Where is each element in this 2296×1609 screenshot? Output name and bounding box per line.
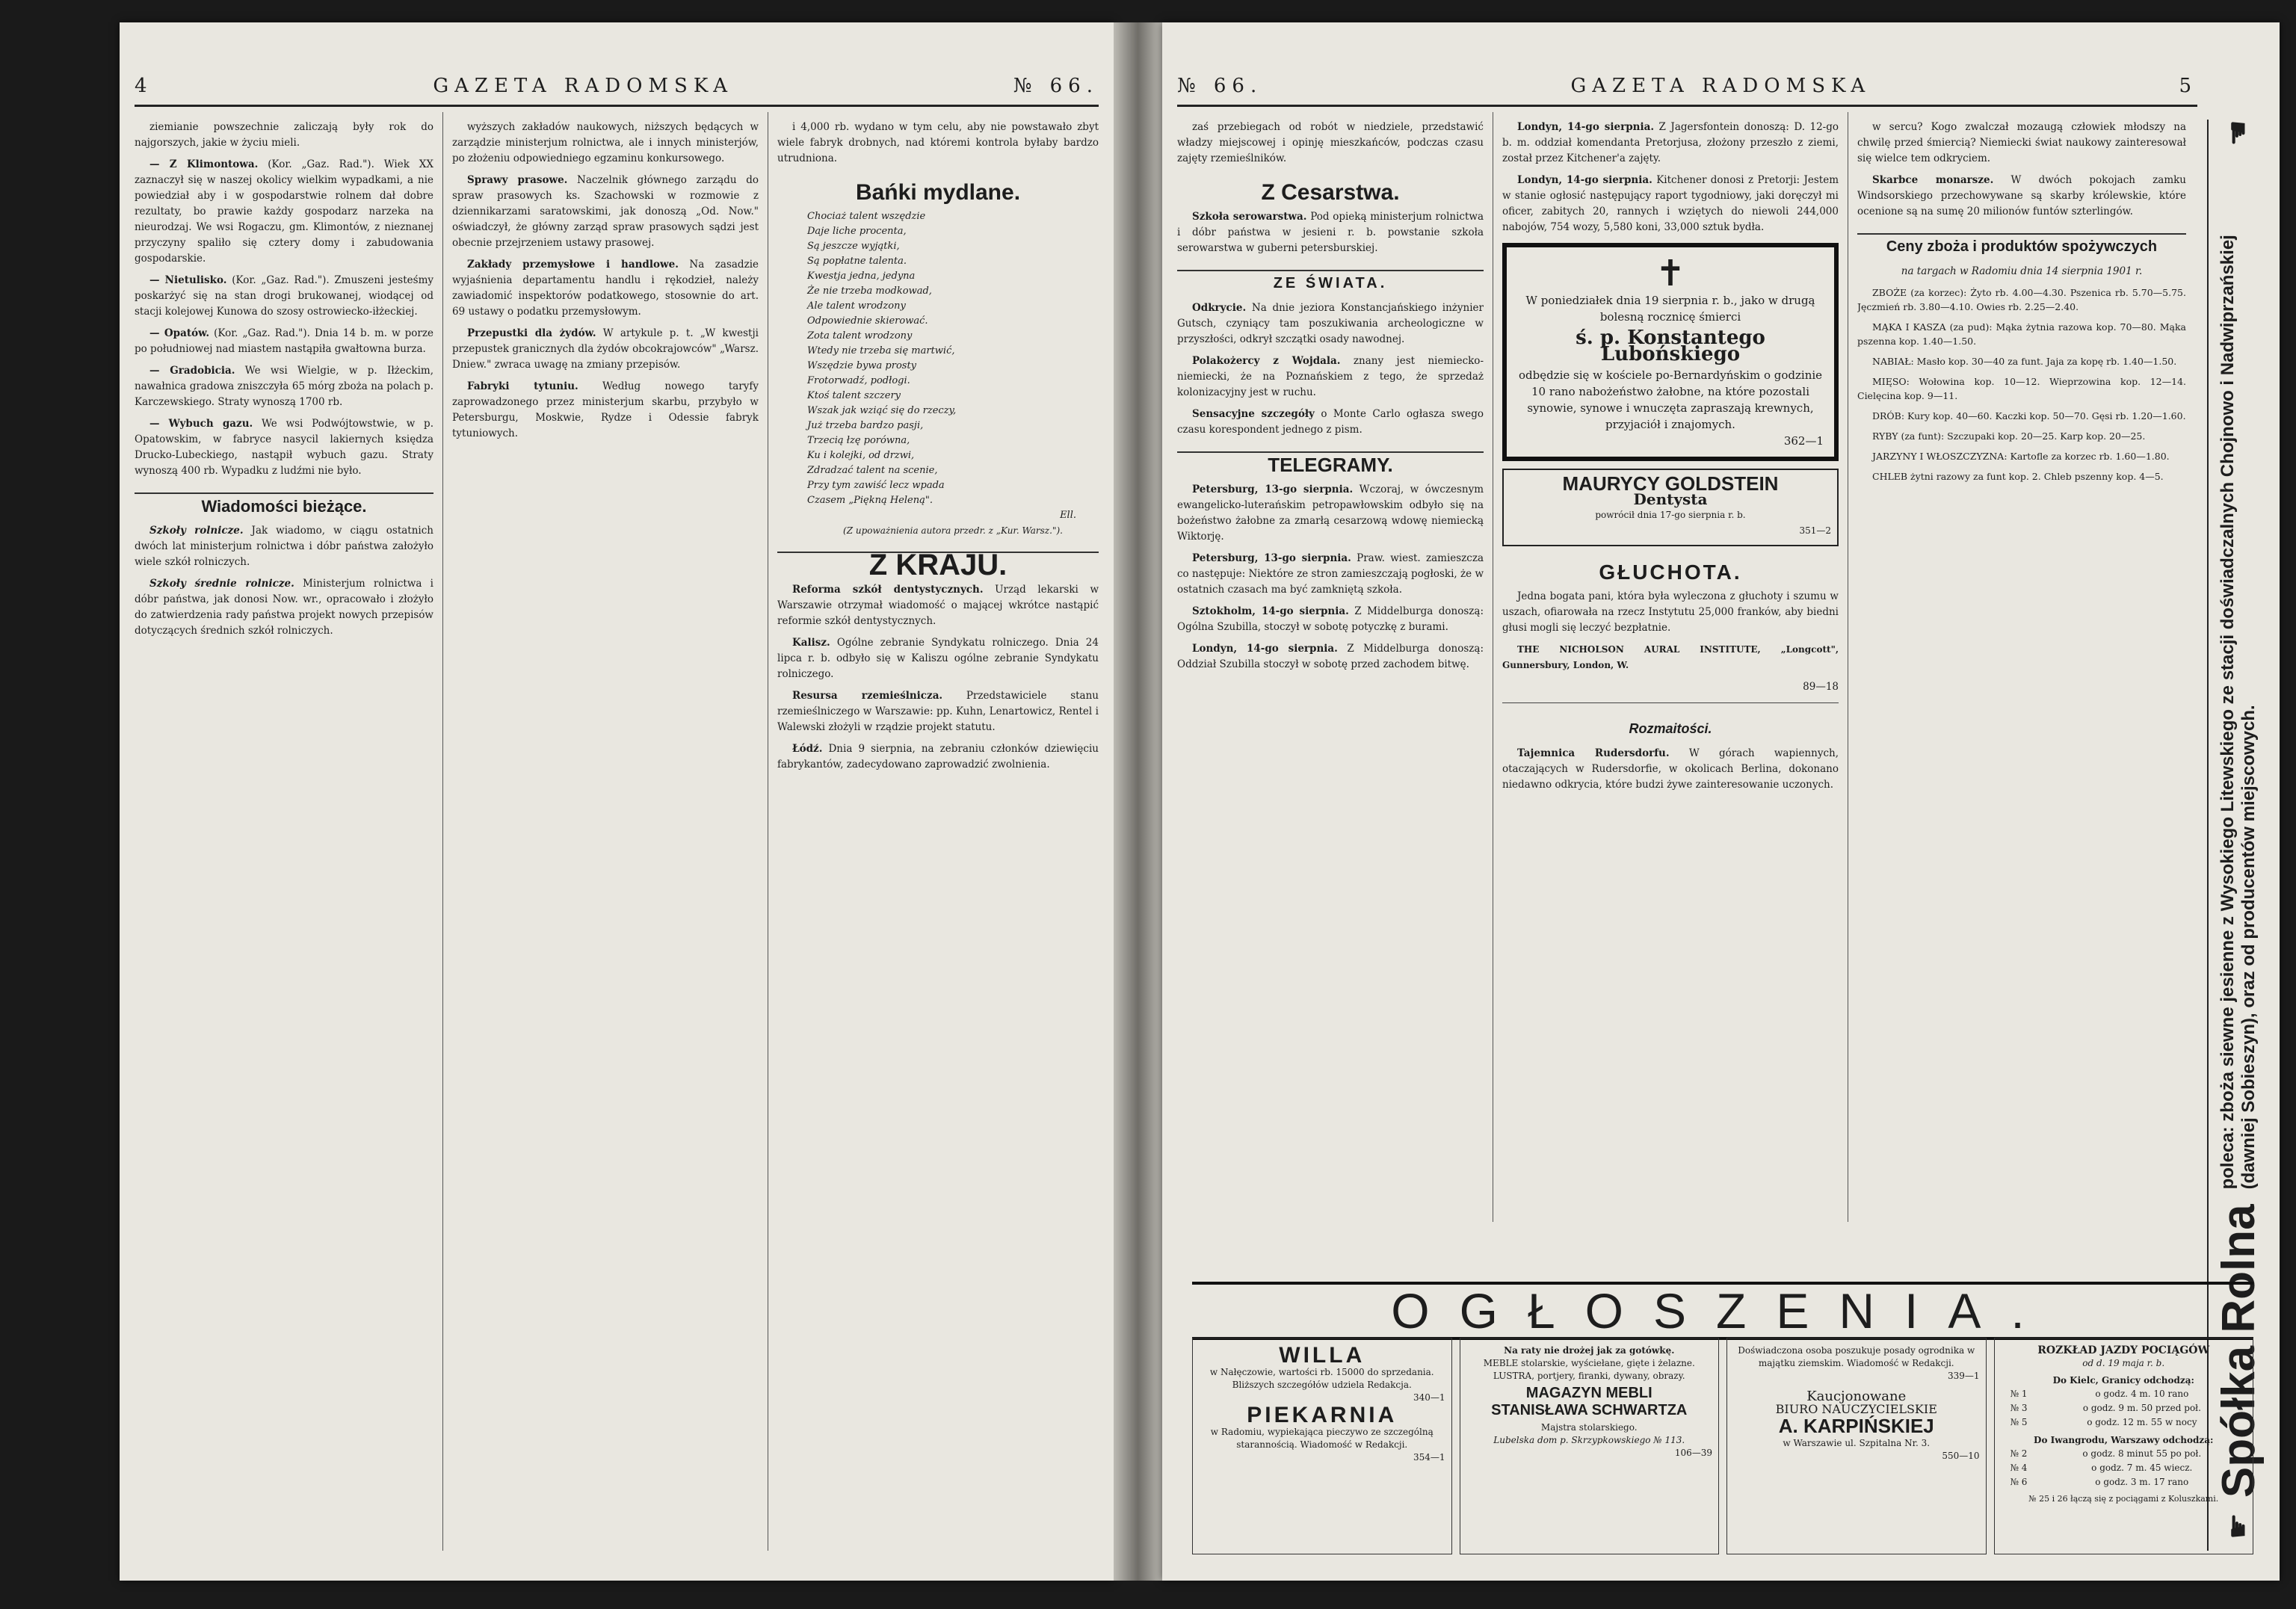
- section-heading: Wiadomości bieżące.: [135, 492, 433, 514]
- running-head-left: [135, 67, 1099, 107]
- pointing-hand-icon: ☚: [2222, 120, 2255, 146]
- poem-note: (Z upoważnienia autora przedr. z „Kur. Warsz.").: [843, 525, 1063, 536]
- poem-title: Bańki mydlane.: [855, 180, 1021, 205]
- issue-number: № 66.: [1013, 75, 1099, 97]
- ad-teachers-bureau: [1726, 1338, 1987, 1554]
- article: [135, 363, 433, 410]
- article-title: Skarbce monarsze.: [1872, 174, 1994, 186]
- timetable-title: ROZKŁAD JAZDY POCIĄGÓW: [2037, 1344, 2210, 1356]
- timetable-note: № 25 i 26 łączą się z pociągami z Koluszkami.: [2028, 1494, 2219, 1504]
- poem-line: Że nie trzeba modkowad,: [807, 285, 932, 297]
- section-heading: TELEGRAMY.: [1177, 451, 1484, 473]
- article-title: Sztokholm, 14-go sierpnia.: [1192, 605, 1349, 617]
- obituary-line: W poniedziałek dnia 19 sierpnia r. b., jako w drugą bolesną rocznicę śmierci: [1525, 294, 1815, 324]
- ad-address: Lubelska dom p. Skrzypkowskiego № 113.: [1493, 1435, 1685, 1445]
- left-column-2: [452, 120, 759, 1551]
- train-time: o godz. 8 minut 55 po poł.: [2082, 1448, 2202, 1459]
- article: [1177, 604, 1484, 635]
- article-text: Praw. wiest. zamieszcza co następuje: Niektóre ze stron zamieszczają pogłoski, że w ostatnich czasach ma być zamkniętą szkoła.: [1177, 552, 1484, 596]
- article-text: i 4,000 rb. wydano w tym celu, aby nie powstawało zbyt wiele fabryk drobnych, nad któremi kontrola byłaby bardzo utrudniona.: [777, 121, 1099, 164]
- timetable-direction: Do Kielc, Granicy odchodzą:: [2052, 1375, 2194, 1386]
- article: [135, 273, 433, 320]
- article-title: Sprawy prasowe.: [467, 174, 568, 186]
- dentist-ad: [1502, 469, 1839, 546]
- article-title: Tajemnica Rudersdorfu.: [1517, 747, 1670, 759]
- poem-line: Frotorwadź, podłogi.: [807, 375, 910, 386]
- ad-willa-piekarnia: [1192, 1338, 1452, 1554]
- poem-line: Chociaż talent wszędzie: [807, 211, 926, 222]
- article-text: wyższych zakładów naukowych, niższych będących w zarządzie ministerjum rolnictwa, ale i innych ministerjów, po złożeniu odpowiedniego egzaminu konkursowego.: [452, 121, 759, 164]
- ad-heading: PIEKARNIA: [1247, 1403, 1398, 1427]
- obituary-name: ś. p. Konstantego Lubońskiego: [1576, 327, 1765, 365]
- ad-address: w Warszawie ul. Szpitalna Nr. 3.: [1783, 1438, 1931, 1448]
- article-text: Według nowego taryfy zaprowadzonego przez ministerjum skarbu, przybyło w Petersburgu, Moskwie, Rydze i Odessie fabryk tytuniowych.: [452, 380, 759, 439]
- price-row: CHLEB żytni razowy za funt kop. 2. Chleb pszenny kop. 4—5.: [1872, 471, 2164, 482]
- ad-ref: 89—18: [1803, 681, 1839, 693]
- article: [1857, 173, 2186, 220]
- article: [1177, 551, 1484, 598]
- article-text: (Kor. „Gaz. Rad."). Wiek XX zaznaczył się w naszej okolicy wielkim wypadkami, a nie powiedział aby i w gospodarstwie rolnem dał dobre rezultaty, bo prawie każdy gospodarz narzeka na nieurodzaj. We wsi Rogaczu, gm. Klimontów, z nieznanej przyczyny spaliło się cztery domy i zabudowania gospodarskie.: [135, 158, 433, 265]
- divider: [1502, 702, 1839, 703]
- poem-line: Ale talent wrodzony: [807, 300, 906, 312]
- article: [135, 416, 433, 479]
- poem: [777, 209, 1099, 538]
- poem-line: Kwestja jedna, jedyna: [807, 271, 916, 282]
- issue-number: № 66.: [1177, 75, 1263, 97]
- article-text: Dnia 9 sierpnia, na zebraniu członków dziewięciu fabrykantów, zadecydowano zaprowadzić zwolnienia.: [777, 743, 1099, 770]
- article-title: Londyn, 14-go sierpnia.: [1517, 121, 1655, 133]
- article: [452, 379, 759, 442]
- article-text: Naczelnik głównego zarządu do spraw prasowych ks. Szachowski w rozmowie z dziennikarzami saratowskimi, jak donoszą „Od. Now." oświadczył, że główny zarząd spraw prasowych sądzi jest obecnie przejrzeniem ustawy prasowej.: [452, 174, 759, 249]
- institute-address: THE NICHOLSON AURAL INSTITUTE, „Longcott", Gunnersbury, London, W.: [1502, 644, 1839, 670]
- article-title: Reforma szkół dentystycznych.: [792, 584, 984, 596]
- article: [777, 635, 1099, 682]
- ad-ref: 550—10: [1942, 1451, 1980, 1461]
- article: [777, 582, 1099, 629]
- article-title: — Wybuch gazu.: [149, 418, 253, 430]
- train-number: № 3: [2010, 1403, 2028, 1413]
- price-row: MĄKA I KASZA (za pud): Mąka żytnia razowa kop. 70—80. Mąka pszenna kop. 1.40—1.50.: [1857, 321, 2186, 347]
- section-heading: Z Cesarstwa.: [1261, 180, 1400, 205]
- article-title: Kalisz.: [792, 637, 830, 649]
- masthead: GAZETA RADOMSKA: [433, 75, 733, 97]
- article-text: We wsi Podwójtowstwie, w p. Opatowskim, w fabryce nasycil lakiernych księdza Drucko-Lubeckiego, nastąpił wybuch gazu. Straty wynoszą 400 rb. Wypadku z ludźmi nie było.: [135, 418, 433, 477]
- poem-line: Zdradzać talent na scenie,: [807, 465, 938, 476]
- table-row: [2001, 1475, 2247, 1489]
- article: [1502, 120, 1839, 167]
- article-title: Resursa rzemieślnicza.: [792, 690, 943, 702]
- ad-heading: MAGAZYN MEBLI: [1525, 1385, 1652, 1401]
- page-number: 4: [135, 75, 153, 97]
- article-text: w sercu? Kogo zwalczał mozaugą człowiek młodszy na chwilę przed śmiercią? Niemiecki świat naukowy zainteresował się wielce tem odkryciem.: [1857, 121, 2186, 164]
- article-text: Na dnie jeziora Konstancjańskiego inżynier Gutsch, czyniący tam poszukiwania archeologiczne w przyszłości, odkrył szczątki osady nawodnej.: [1177, 302, 1484, 345]
- right-column-3: [1857, 120, 2186, 1222]
- section-heading: GŁUCHOTA.: [1599, 560, 1742, 584]
- price-row: ZBOŻE (za korzec): Żyto rb. 4.00—4.30. Pszenica rb. 5.70—5.75. Jęczmień rb. 3.80—4.10. Owies rb. 2.25—2.40.: [1857, 287, 2186, 312]
- dentist-address: powrócił dnia 17-go sierpnia r. b.: [1595, 510, 1746, 520]
- article: [135, 157, 433, 267]
- article: [135, 523, 433, 570]
- left-column-1: [135, 120, 433, 1551]
- poem-line: Zota talent wrodzony: [807, 330, 913, 342]
- article-title: Petersburg, 13-go sierpnia.: [1192, 552, 1351, 564]
- article: [1177, 209, 1484, 256]
- article-title: Fabryki tytuniu.: [467, 380, 578, 392]
- ad-heading: WILLA: [1279, 1343, 1365, 1368]
- article-text: o Monte Carlo ogłasza swego czasu korespondent jednego z pism.: [1177, 408, 1484, 436]
- article: [452, 326, 759, 373]
- article-text: Pod opieką ministerjum rolnictwa i dóbr państwa w jesieni r. b. powstanie szkoła serowarstwa w guberni petersburskiej.: [1177, 211, 1484, 254]
- right-column-2: [1502, 120, 1839, 1222]
- dentist-title: Dentysta: [1633, 490, 1708, 508]
- article: [452, 257, 759, 320]
- prices-subtitle: na targach w Radomiu dnia 14 sierpnia 1901 r.: [1901, 265, 2143, 277]
- article-text: Z Jagersfontein donoszą: D. 12-go b. m. oddział komendanta Pretorjusa, złożony przeszło z ziemi, został przez Kitchener'a zajęty.: [1502, 121, 1839, 164]
- article-title: Petersburg, 13-go sierpnia.: [1192, 484, 1354, 495]
- right-page: [1162, 22, 2280, 1581]
- table-row: [2001, 1401, 2247, 1415]
- poem-line: Są popłatne talenta.: [807, 256, 907, 267]
- article-title: Szkoły rolnicze.: [149, 525, 244, 537]
- poem-line: Czasem „Piękną Heleną".: [807, 495, 933, 506]
- article-text: We wsi Wielgie, w p. Iłżeckim, nawałnica gradowa zniszczyła 65 mórg zboża na polach p. Karczewskiego. Straty wynoszą 1700 rb.: [135, 365, 433, 408]
- running-head-right: [1177, 67, 2197, 107]
- side-ad-tagline: poleca: zboża siewne jesienne z Wysokiego Litewskiego ze stacji doświadczalnych Chojnowo i Nadwiprzańskiej (dawniej Sobieszyn), oraz od producentów miejscowych.: [2218, 235, 2259, 1190]
- article-title: — Z Klimontowa.: [149, 158, 259, 170]
- timetable-table: [2001, 1387, 2247, 1430]
- article-text: Na zasadzie wyjaśnienia departamentu handlu i rękodzieł, należy zawiadomić inspektorów podatkowego, stosownie do art. 69 ustawy o podatku przemysłowym.: [452, 259, 759, 318]
- train-number: № 5: [2010, 1417, 2028, 1427]
- article-text: W górach wapiennych, otaczających w Rudersdorfie, w okolicach Berlina, dokonano niedawno odkrycia, które budzi żywe zainteresowanie uczonych.: [1502, 747, 1839, 791]
- price-row: DRÓB: Kury kop. 40—60. Kaczki kop. 50—70. Gęsi rb. 1.20—1.60.: [1872, 410, 2186, 421]
- table-row: [2001, 1415, 2247, 1430]
- table-row: [2001, 1447, 2247, 1461]
- article: [1502, 173, 1839, 235]
- article: [135, 326, 433, 357]
- poem-line: Już trzeba bardzo pasji,: [807, 420, 924, 431]
- ad-ref: 340—1: [1413, 1392, 1445, 1403]
- article-title: Sensacyjne szczegóły: [1192, 408, 1315, 420]
- article-text: Z Middelburga donoszą: Oddział Szubilla stoczył w sobotę przed zachodem bitwę.: [1177, 643, 1484, 670]
- article-text: W dwóch pokojach zamku Windsorskiego przechowywane są skarby królewskie, które ocenione są na sumę 20 milionów funtów szterlingów.: [1857, 174, 2186, 217]
- ad-ref: 106—39: [1674, 1448, 1712, 1458]
- dentist-name: MAURYCY GOLDSTEIN: [1562, 472, 1779, 495]
- article: [1177, 300, 1484, 348]
- poem-line: Daje liche procenta,: [807, 226, 907, 237]
- article-text: znany jest niemiecko-niemiecki, że na Poznańskiem z tego, że sprzedaż kolonizacyjny jest w ruchu.: [1177, 355, 1484, 398]
- dentist-ref: 351—2: [1799, 525, 1831, 536]
- train-time: o godz. 3 m. 17 rano: [2095, 1477, 2189, 1487]
- article-text: Przedstawiciele stanu rzemieślniczego w Warszawie: pp. Kuhn, Lenartowicz, Rentel i Walewski złożyli w rządzie projekt statutu.: [777, 690, 1099, 733]
- section-heading: Rozmaitości.: [1629, 721, 1712, 736]
- article-title: — Gradobicia.: [149, 365, 235, 377]
- advertisements-banner: OGŁOSZENIA.: [1192, 1282, 2253, 1340]
- poem-line: Przy tym zawiść lecz wpada: [807, 480, 945, 491]
- obituary-notice: [1502, 243, 1839, 461]
- page-number: 5: [2179, 75, 2197, 97]
- article-text: Jak wiadomo, w ciągu ostatnich dwóch lat ministerjum rolnictwa i dóbr państwa założyło wiele szkół rolniczych.: [135, 525, 433, 568]
- section-heading: Z KRAJU.: [777, 552, 1099, 573]
- train-time: o godz. 7 m. 45 wiecz.: [2091, 1463, 2193, 1473]
- ad-ref: 354—1: [1413, 1452, 1445, 1463]
- timetable-subtitle: od d. 19 maja r. b.: [2082, 1358, 2165, 1368]
- ad-text: Doświadczona osoba poszukuje posady ogrodnika w majątku ziemskim. Wiadomość w Redakcji.: [1738, 1345, 1975, 1368]
- article-title: Szkoła serowarstwa.: [1192, 211, 1307, 223]
- article-title: Odkrycie.: [1192, 302, 1247, 314]
- train-number: № 1: [2010, 1389, 2028, 1399]
- obituary-ref: 362—1: [1783, 434, 1824, 448]
- right-column-1: [1177, 120, 1484, 1222]
- article-text: W artykule p. t. „W kwestji przepustek granicznych dla żydów obcokrajowców" „Warsz. Dniew." zwraca uwagę na zmiany przepisów.: [452, 327, 759, 371]
- article-text: (Kor. „Gaz. Rad."). Dnia 14 b. m. w porze po południowej nad miastem nastąpiła gwałtowna burza.: [135, 327, 433, 355]
- poem-line: Odpowiednie skierować.: [807, 315, 928, 327]
- train-number: № 2: [2010, 1448, 2028, 1459]
- article: [1177, 482, 1484, 545]
- article-title: Polakożercy z Wojdala.: [1192, 355, 1341, 367]
- article-title: Londyn, 14-go sierpnia.: [1192, 643, 1338, 655]
- prices-title: Ceny zboża i produktów spożywczych: [1857, 233, 2186, 255]
- article-text: ziemianie powszechnie zaliczają były rok do najgorszych, jakie w życiu mieli.: [135, 121, 433, 149]
- poem-line: Trzecią łzę porówna,: [807, 435, 910, 446]
- poem-line: Wtedy nie trzeba się martwić,: [807, 345, 955, 356]
- article-text: zaś przebiegach od robót w niedziele, przedstawić władzy miejscowej i opinję mieszkańców, podczas czasu zajęty rzemieślników.: [1177, 121, 1484, 164]
- article: [1502, 746, 1839, 793]
- side-ad-brand: Spółka Rolna: [2212, 1204, 2265, 1498]
- price-row: JARZYNY I WŁOSZCZYZNA: Kartofle za korzec rb. 1.60—1.80.: [1872, 451, 2170, 462]
- article-title: Łódź.: [792, 743, 823, 755]
- train-timetable: [1994, 1338, 2254, 1554]
- article-title: Londyn, 14-go sierpnia.: [1517, 174, 1652, 186]
- article: [452, 173, 759, 251]
- left-page: [120, 22, 1114, 1581]
- book-gutter: [1114, 22, 1162, 1581]
- cross-icon: ✝: [1655, 253, 1686, 294]
- ad-name: STANISŁAWA SCHWARTZA: [1491, 1402, 1688, 1418]
- price-row: MIĘSO: Wołowina kop. 10—12. Wieprzowina kop. 12—14. Cielęcina kop. 9—11.: [1857, 376, 2186, 401]
- article: [135, 576, 433, 639]
- train-time: o godz. 12 m. 55 w nocy: [2087, 1417, 2197, 1427]
- poem-line: Wszak jak wziąć się do rzeczy,: [807, 405, 957, 416]
- article-text: Urząd lekarski w Warszawie otrzymał wiadomość o mającej wkrótce nastąpić reformie szkół dentystycznych.: [777, 584, 1099, 627]
- timetable-direction: Do Iwangrodu, Warszawy odchodzą:: [2034, 1435, 2214, 1445]
- article-title: Zakłady przemysłowe i handlowe.: [467, 259, 679, 271]
- article: [1177, 641, 1484, 673]
- table-row: [2001, 1461, 2247, 1475]
- ad-sub: BIURO NAUCZYCIELSKIE: [1775, 1402, 1937, 1416]
- train-time: o godz. 4 m. 10 rano: [2095, 1389, 2189, 1399]
- ad-heading: Na raty nie drożej jak za gotówkę.: [1504, 1345, 1675, 1356]
- article-title: Szkoły średnie rolnicze.: [149, 578, 294, 590]
- article-title: — Nietulisko.: [149, 274, 227, 286]
- ad-name: A. KARPIŃSKIEJ: [1778, 1415, 1934, 1437]
- article-text: (Kor. „Gaz. Rad."). Zmuszeni jesteśmy poskarżyć się na stan drogi brukowanej, wiodącej od stacji kolejowej Kunowa do szosy ostrowiecko-iłżeckiej.: [135, 274, 433, 318]
- poem-line: Ku i kolejki, od drzwi,: [807, 450, 915, 461]
- advertisements-row: [1192, 1338, 2253, 1554]
- poem-line: Wszędzie bywa prosty: [807, 360, 917, 371]
- article-text: Wczoraj, w ówczesnym ewangelicko-luterańskim petropawłowskim odbyło się na bożeństwo żałobne za zmarłą cesarzową wdowę niemiecką Wiktorję.: [1177, 484, 1484, 543]
- train-number: № 4: [2010, 1463, 2028, 1473]
- price-row: RYBY (za funt): Szczupaki kop. 20—25. Karp kop. 20—25.: [1872, 430, 2146, 442]
- ad-ref: 339—1: [1947, 1371, 1980, 1381]
- ad-text: MEBLE stolarskie, wyściełane, gięte i żelazne. LUSTRA, portjery, firanki, dywany, obrazy.: [1483, 1358, 1695, 1381]
- article: [1177, 407, 1484, 438]
- ad-text: w Nałęczowie, wartości rb. 15000 do sprzedania. Bliższych szczegółów udziela Redakcja.: [1209, 1367, 1434, 1390]
- pointing-hand-icon: ☛: [2222, 1513, 2255, 1539]
- article-text: Z Middelburga donoszą: Ogólna Szubilla, stoczył w sobotę potyczkę z burami.: [1177, 605, 1484, 633]
- article-text: Kitchener donosi z Pretorji: Jestem w stanie ogłosić następujący raport tygodniowy, jaki doręczył mi oficer, zabitych 20, rannych i wziętych do niewoli 244,000 nabojów, 754 wozy, 5,580 koni, 33,000 sztuk bydła.: [1502, 174, 1839, 233]
- ad-text: Majstra stolarskiego.: [1540, 1422, 1638, 1433]
- article-text: Jedna bogata pani, która była wyleczona z głuchoty i szumu w uszach, ofiarowała na rzecz Instytutu 25,000 franków, aby biedni głusi mogli się leczyć bezpłatnie.: [1502, 590, 1839, 634]
- poem-signature: Ell.: [1060, 510, 1076, 521]
- ad-furniture: [1460, 1338, 1720, 1554]
- poem-line: Ktoś talent szczery: [807, 390, 901, 401]
- ad-pre: Kaucjonowane: [1806, 1389, 1907, 1404]
- article: [777, 688, 1099, 735]
- article-title: — Opatów.: [149, 327, 210, 339]
- price-row: NABIAŁ: Masło kop. 30—40 za funt. Jaja za kopę rb. 1.40—1.50.: [1872, 356, 2177, 367]
- poem-line: Są jeszcze wyjątki,: [807, 241, 900, 252]
- ad-text: w Radomiu, wypiekająca pieczywo ze szczególną starannością. Wiadomość w Redakcji.: [1210, 1427, 1434, 1450]
- train-number: № 6: [2010, 1477, 2028, 1487]
- left-column-3: [777, 120, 1099, 1551]
- article-text: Ministerjum rolnictwa i dóbr państwa, jak donosi Now. wr., opracowało i złożyło do zatwierdzenia rady państwa projekt nowych przepisów dotyczących średnich szkół rolniczych.: [135, 578, 433, 637]
- obituary-line: odbędzie się w kościele po-Bernardyńskim o godzinie 10 rano nabożeństwo żałobne, na które pozostali synowie, synowe i wnuczęta zapraszają krewnych, przyjaciół i znajomych.: [1518, 368, 1823, 431]
- column-rule: [442, 112, 443, 1551]
- timetable-table: [2001, 1447, 2247, 1489]
- masthead: GAZETA RADOMSKA: [1570, 75, 1871, 97]
- table-row: [2001, 1387, 2247, 1401]
- article: [777, 741, 1099, 773]
- section-heading: ZE ŚWIATA.: [1177, 270, 1484, 291]
- article-text: Ogólne zebranie Syndykatu rolniczego. Dnia 24 lipca r. b. odbyło się w Kaliszu ogólne zebranie Syndykatu rolniczego.: [777, 637, 1099, 680]
- article-title: Przepustki dla żydów.: [467, 327, 596, 339]
- article: [1177, 353, 1484, 401]
- price-list: [1857, 285, 2186, 484]
- train-time: o godz. 9 m. 50 przed poł.: [2082, 1403, 2201, 1413]
